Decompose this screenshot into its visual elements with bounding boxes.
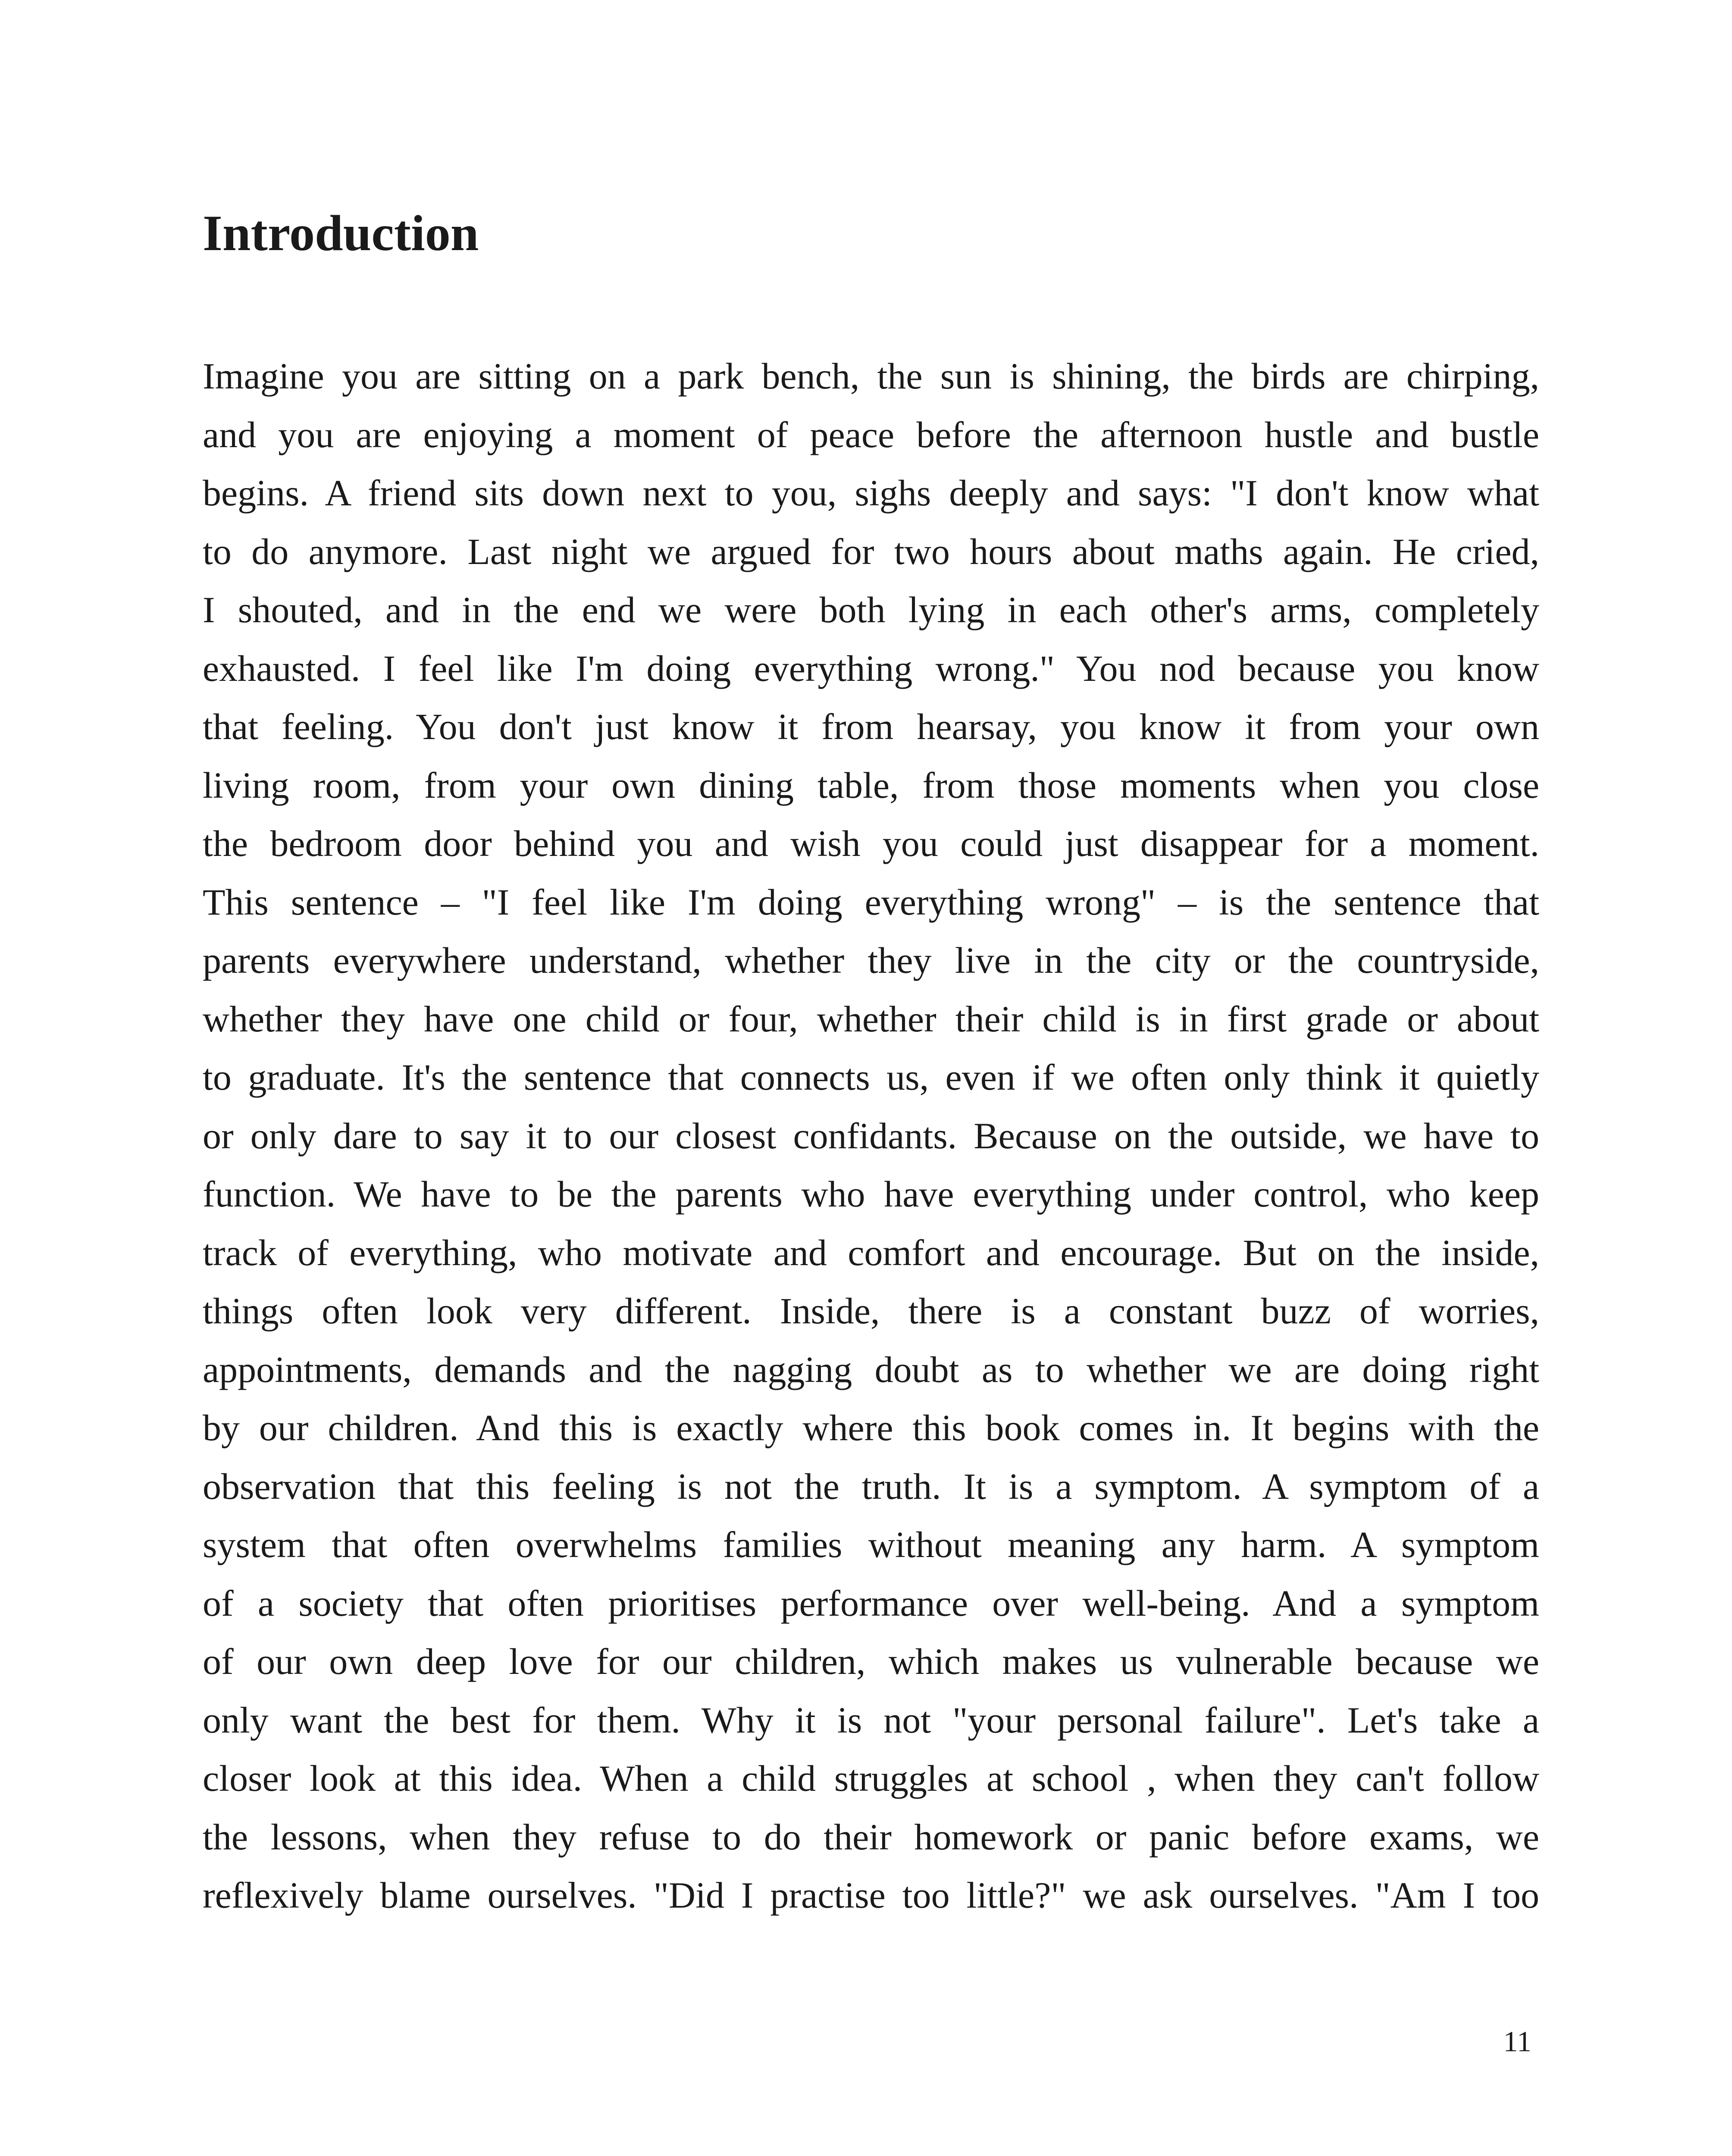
text-line: or only dare to say it to our closest confidants. Because on the outside, we have to — [203, 1115, 1539, 1156]
text-line: to do anymore. Last night we argued for two hours about maths again. He cried, — [203, 530, 1539, 572]
text-line: reflexively blame ourselves. "Did I practise too little?" we ask ourselves. "Am I too — [203, 1874, 1539, 1916]
body-paragraph — [203, 347, 1539, 1925]
text-line: and you are enjoying a moment of peace before the afternoon hustle and bustle — [203, 414, 1539, 455]
text-line: living room, from your own dining table, from those moments when you close — [203, 764, 1539, 806]
text-line: the lessons, when they refuse to do their homework or panic before exams, we — [203, 1816, 1539, 1858]
chapter-heading: Introduction — [203, 205, 479, 261]
text-line: to graduate. It's the sentence that connects us, even if we often only think it quietly — [203, 1056, 1539, 1098]
text-line: function. We have to be the parents who have everything under control, who keep — [203, 1173, 1539, 1215]
text-line: appointments, demands and the nagging doubt as to whether we are doing right — [203, 1348, 1539, 1390]
text-line: begins. A friend sits down next to you, sighs deeply and says: "I don't know what — [203, 472, 1539, 514]
text-line: only want the best for them. Why it is not "your personal failure". Let's take a — [203, 1699, 1539, 1741]
text-line: I shouted, and in the end we were both lying in each other's arms, completely — [203, 589, 1539, 630]
text-line: by our children. And this is exactly where this book comes in. It begins with the — [203, 1407, 1539, 1448]
text-line: the bedroom door behind you and wish you could just disappear for a moment. — [203, 823, 1539, 864]
text-line: exhausted. I feel like I'm doing everything wrong." You nod because you know — [203, 647, 1539, 689]
text-line: things often look very different. Inside, there is a constant buzz of worries, — [203, 1290, 1539, 1332]
text-line: system that often overwhelms families without meaning any harm. A symptom — [203, 1524, 1539, 1565]
text-line: of our own deep love for our children, which makes us vulnerable because we — [203, 1641, 1539, 1682]
text-line: of a society that often prioritises performance over well-being. And a symptom — [203, 1582, 1539, 1624]
text-line: This sentence – "I feel like I'm doing everything wrong" – is the sentence that — [203, 881, 1539, 923]
page-number: 11 — [1503, 2025, 1532, 2058]
text-line: whether they have one child or four, whether their child is in first grade or about — [203, 998, 1539, 1040]
text-line: that feeling. You don't just know it from hearsay, you know it from your own — [203, 706, 1539, 747]
text-line: track of everything, who motivate and comfort and encourage. But on the inside, — [203, 1232, 1539, 1273]
text-line: closer look at this idea. When a child struggles at school , when they can't follow — [203, 1758, 1539, 1799]
text-line: Imagine you are sitting on a park bench, the sun is shining, the birds are chirping, — [203, 355, 1539, 397]
text-line: observation that this feeling is not the truth. It is a symptom. A symptom of a — [203, 1465, 1539, 1507]
text-line: parents everywhere understand, whether they live in the city or the countryside, — [203, 940, 1539, 981]
